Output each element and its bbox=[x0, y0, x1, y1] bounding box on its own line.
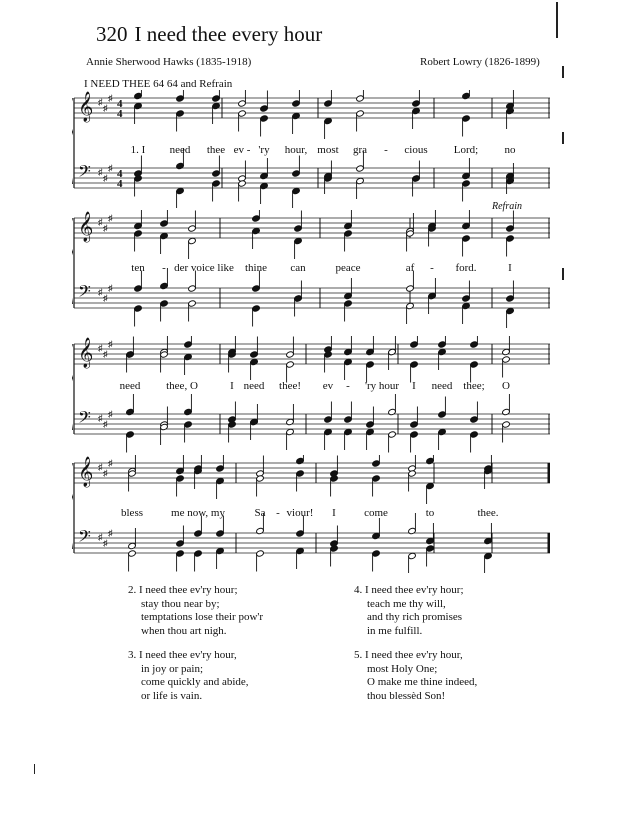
sharp-icon: ♯ bbox=[108, 283, 113, 293]
lyric-syllable: 'ry hour bbox=[364, 380, 400, 392]
lyric-syllable: 'ry bbox=[258, 144, 270, 156]
verse-line: in me fulfill. bbox=[367, 624, 423, 637]
hymn-number: 320 bbox=[96, 22, 128, 46]
verse-line: come quickly and abide, bbox=[141, 676, 249, 688]
sharp-icon: ♯ bbox=[98, 287, 103, 297]
lyrics-line-2 bbox=[72, 262, 550, 278]
sharp-icon: ♯ bbox=[103, 419, 108, 429]
lyric-syllable: thee. bbox=[477, 507, 499, 519]
verse-4 bbox=[354, 584, 464, 638]
time-signature: 4 bbox=[117, 178, 123, 190]
sharp-icon: ♯ bbox=[98, 217, 103, 227]
lyric-syllable: need bbox=[431, 380, 453, 392]
lyric-syllable: most bbox=[317, 144, 339, 156]
verse-2 bbox=[128, 584, 263, 638]
lyric-syllable: bless bbox=[121, 507, 143, 519]
treble-clef-icon: 𝄞 bbox=[78, 212, 94, 242]
verse-line: I need thee ev'ry hour; bbox=[365, 584, 464, 596]
verse-line: when thou art nigh. bbox=[141, 624, 227, 637]
verse-number: 3. bbox=[128, 649, 137, 661]
lyrics-line-4 bbox=[72, 507, 550, 523]
lyric-syllable: viour! bbox=[286, 507, 314, 519]
bass-clef-icon: 𝄢 bbox=[78, 526, 91, 550]
lyric-syllable: gra bbox=[352, 144, 368, 156]
lyric-syllable: ford. bbox=[455, 262, 477, 274]
hymn-heading bbox=[96, 22, 322, 47]
lyric-syllable: Sa bbox=[254, 507, 266, 519]
lyric-syllable: - bbox=[384, 144, 388, 156]
lyric-syllable: me now, my bbox=[171, 507, 225, 519]
bass-clef-icon: 𝄢 bbox=[78, 281, 91, 305]
sharp-icon: ♯ bbox=[108, 409, 113, 419]
music-system-3 bbox=[72, 336, 550, 454]
sharp-icon: ♯ bbox=[98, 462, 103, 472]
lyric-syllable: need bbox=[169, 144, 191, 156]
lyric-syllable: thee bbox=[206, 144, 226, 156]
verse-line: I need thee ev'ry hour, bbox=[365, 649, 463, 661]
lyric-syllable: ev - bbox=[233, 144, 251, 156]
verse-5 bbox=[354, 649, 477, 703]
margin-mark bbox=[562, 66, 564, 78]
verse-number: 5. bbox=[354, 649, 363, 661]
lyric-syllable: I bbox=[412, 380, 416, 392]
margin-mark bbox=[34, 764, 35, 774]
lyric-syllable: Lord; bbox=[453, 144, 479, 156]
verse-line: O make me thine indeed, bbox=[367, 676, 478, 688]
margin-mark bbox=[556, 2, 558, 38]
sharp-icon: ♯ bbox=[103, 468, 108, 478]
lyric-syllable: need bbox=[243, 380, 265, 392]
treble-clef-icon: 𝄞 bbox=[78, 457, 94, 487]
time-signature: 4 bbox=[117, 168, 123, 180]
verse-number: 2. bbox=[128, 584, 137, 596]
lyric-syllable: - bbox=[430, 262, 434, 274]
verse-line: teach me thy will, bbox=[367, 597, 446, 610]
time-signature: 4 bbox=[117, 98, 123, 110]
words-credit: Annie Sherwood Hawks (1835-1918) bbox=[86, 56, 252, 68]
sharp-icon: ♯ bbox=[103, 538, 108, 548]
time-signature: 4 bbox=[117, 108, 123, 120]
lyric-syllable: ev bbox=[322, 380, 334, 392]
lyric-syllable: O bbox=[502, 380, 510, 392]
music-credit: Robert Lowry (1826-1899) bbox=[420, 56, 540, 68]
verse-line: I need thee ev'ry hour, bbox=[139, 649, 237, 661]
verse-line: or life is vain. bbox=[141, 689, 203, 702]
lyric-syllable: I bbox=[332, 507, 336, 519]
music-system-2 bbox=[72, 210, 550, 328]
lyric-syllable: cious bbox=[404, 144, 428, 156]
treble-clef-icon: 𝄞 bbox=[78, 338, 94, 368]
sharp-icon: ♯ bbox=[103, 103, 108, 113]
music-system-1 bbox=[72, 90, 550, 208]
bass-clef-icon: 𝄢 bbox=[78, 161, 91, 185]
sharp-icon: ♯ bbox=[108, 528, 113, 538]
lyric-syllable: hour, bbox=[284, 144, 308, 156]
sharp-icon: ♯ bbox=[98, 532, 103, 542]
verse-line: stay thou near by; bbox=[141, 597, 220, 610]
sharp-icon: ♯ bbox=[103, 349, 108, 359]
lyric-syllable: - bbox=[276, 507, 280, 519]
lyric-syllable: af bbox=[405, 262, 415, 274]
lyrics-line-1 bbox=[72, 144, 550, 160]
sharp-icon: ♯ bbox=[98, 343, 103, 353]
lyric-syllable: der voice like bbox=[174, 262, 234, 274]
sharp-icon: ♯ bbox=[103, 293, 108, 303]
verse-line: in joy or pain; bbox=[141, 662, 204, 675]
lyric-syllable: - bbox=[346, 380, 350, 392]
lyric-syllable: come bbox=[364, 507, 388, 519]
lyric-syllable: I bbox=[508, 262, 512, 274]
lyric-syllable: need bbox=[119, 380, 141, 392]
sharp-icon: ♯ bbox=[98, 413, 103, 423]
sharp-icon: ♯ bbox=[108, 458, 113, 468]
music-system-4 bbox=[72, 455, 550, 573]
verse-line: most Holy One; bbox=[367, 662, 438, 675]
sharp-icon: ♯ bbox=[108, 213, 113, 223]
lyric-syllable: to bbox=[425, 507, 435, 519]
verse-line: and thy rich promises bbox=[367, 611, 463, 623]
lyric-syllable: no bbox=[504, 144, 516, 156]
sharp-icon: ♯ bbox=[103, 223, 108, 233]
verse-line: I need thee ev'ry hour; bbox=[139, 584, 238, 596]
margin-mark bbox=[562, 268, 564, 280]
verse-3 bbox=[128, 649, 249, 703]
lyric-syllable: thee! bbox=[279, 380, 301, 392]
hymn-title: I need thee every hour bbox=[134, 22, 323, 46]
lyric-syllable: thee, O bbox=[166, 380, 198, 392]
bass-clef-icon: 𝄢 bbox=[78, 407, 91, 431]
verse-line: temptations lose their pow'r bbox=[141, 611, 264, 623]
verse-line: thou blessèd Son! bbox=[367, 689, 446, 702]
lyric-syllable: can bbox=[290, 262, 306, 274]
margin-mark bbox=[562, 132, 564, 144]
verse-number: 4. bbox=[354, 584, 363, 596]
lyric-syllable: peace bbox=[335, 262, 361, 274]
sharp-icon: ♯ bbox=[98, 167, 103, 177]
lyrics-line-3 bbox=[72, 380, 550, 396]
sharp-icon: ♯ bbox=[98, 97, 103, 107]
lyric-syllable: ten bbox=[131, 262, 145, 274]
tune-name: I NEED THEE 64 64 and Refrain bbox=[84, 78, 233, 90]
sharp-icon: ♯ bbox=[108, 93, 113, 103]
sharp-icon: ♯ bbox=[103, 173, 108, 183]
treble-clef-icon: 𝄞 bbox=[78, 92, 94, 122]
sharp-icon: ♯ bbox=[108, 339, 113, 349]
lyric-syllable: 1. I bbox=[130, 144, 146, 156]
lyric-syllable: - bbox=[162, 262, 166, 274]
lyric-syllable: thine bbox=[245, 262, 267, 274]
lyric-syllable: I bbox=[230, 380, 234, 392]
refrain-label: Refrain bbox=[492, 201, 522, 212]
sharp-icon: ♯ bbox=[108, 163, 113, 173]
lyric-syllable: thee; bbox=[463, 380, 485, 392]
